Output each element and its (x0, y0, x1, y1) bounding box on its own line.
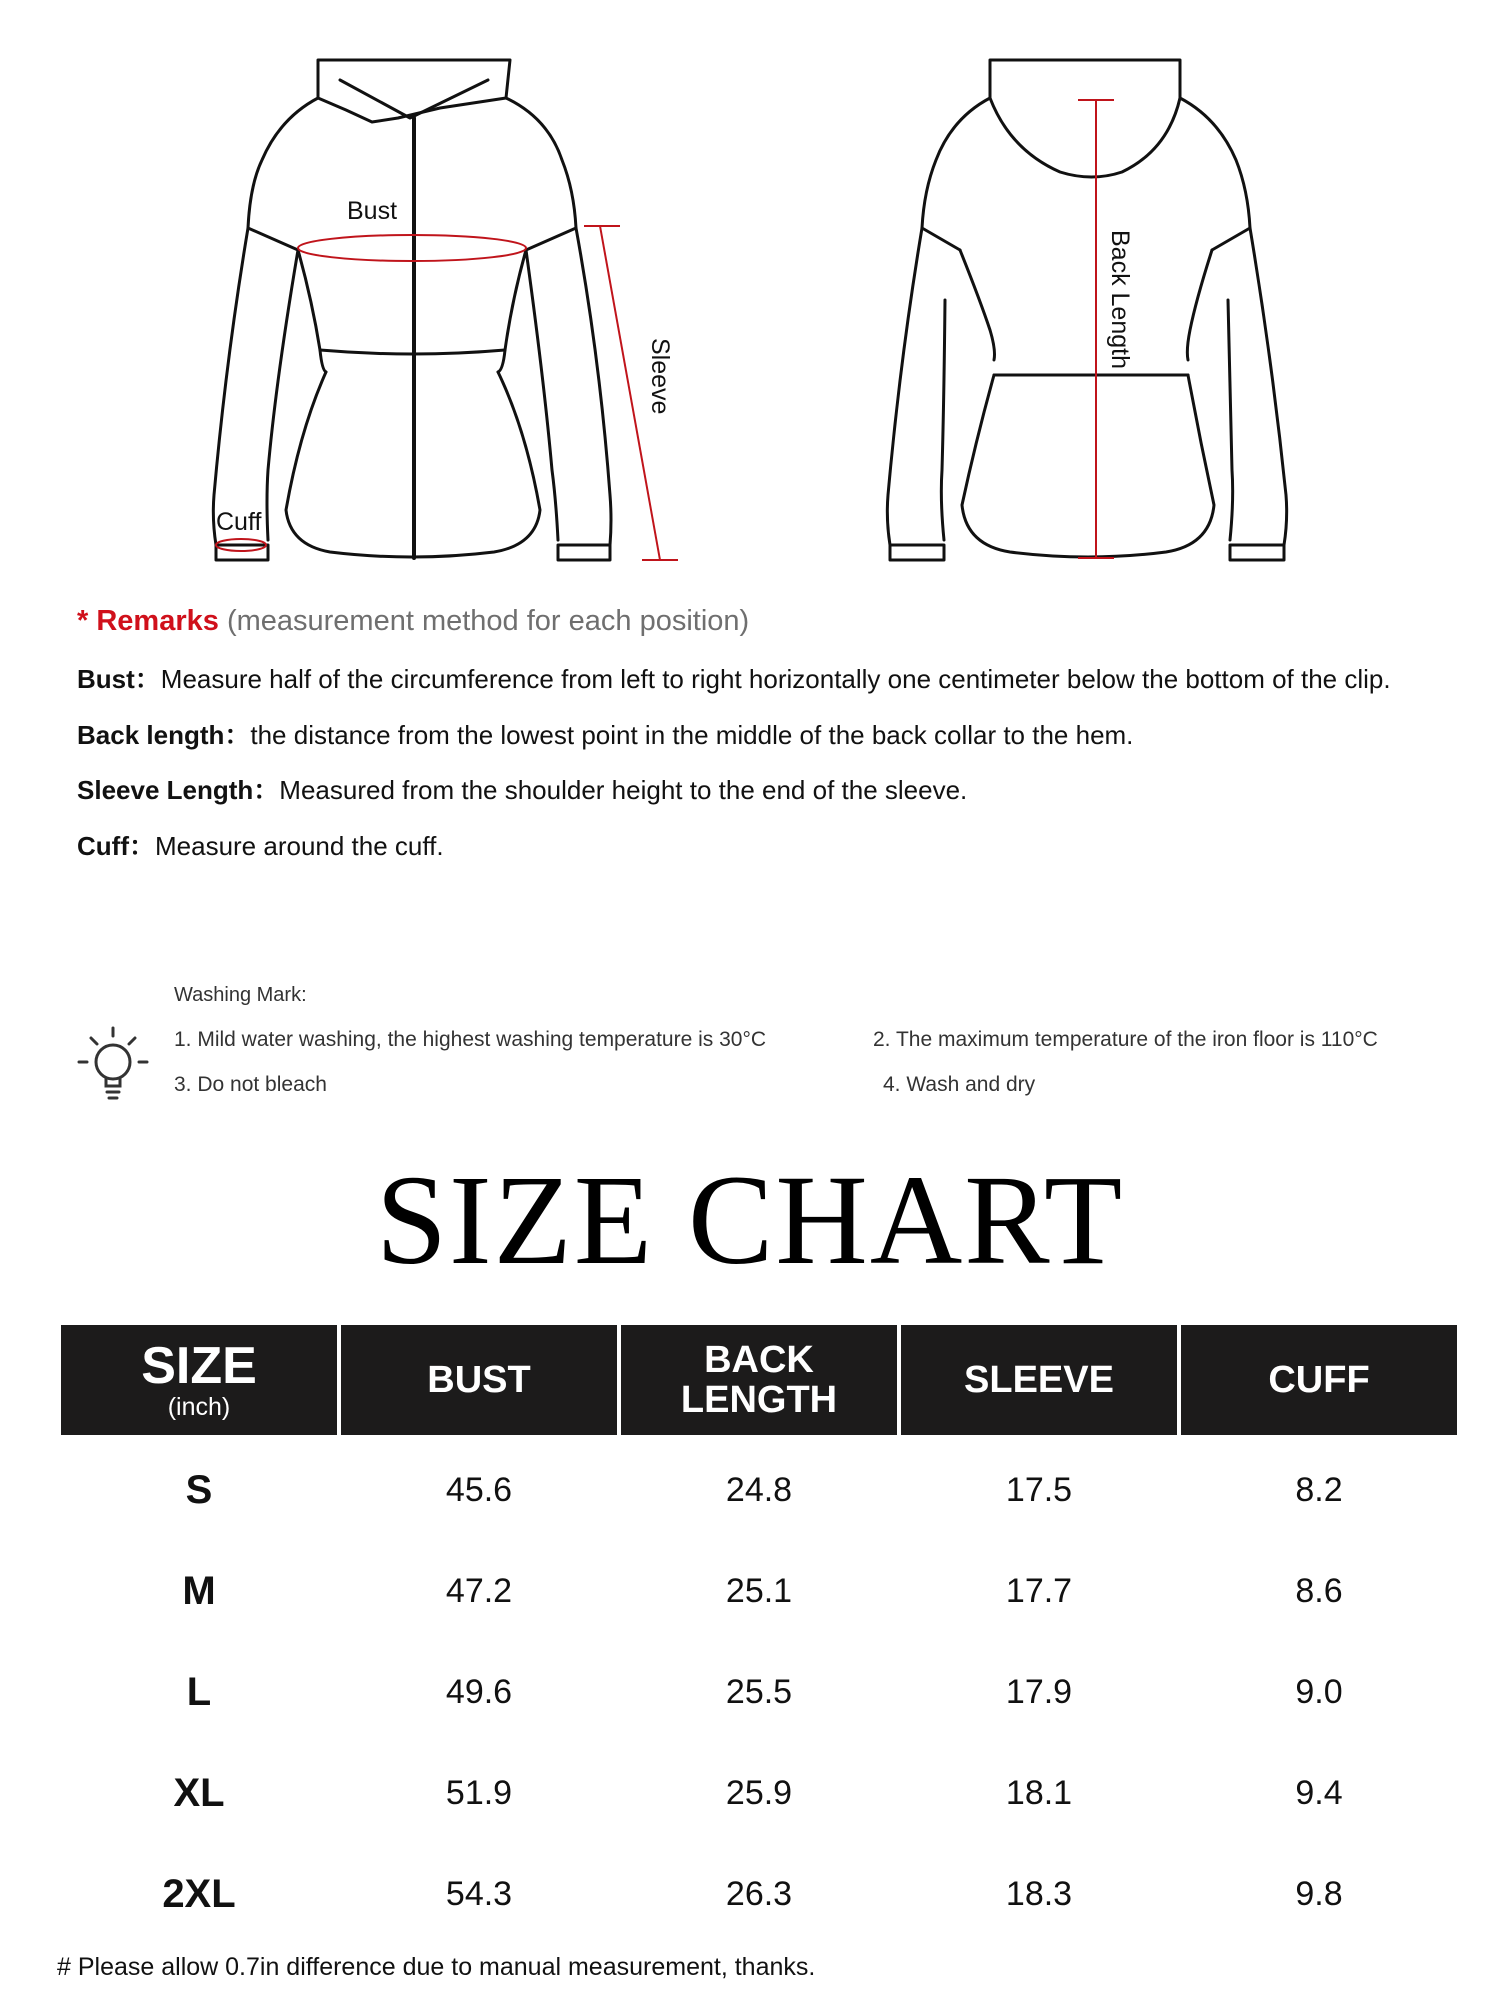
washing-mark-section (77, 980, 1437, 1100)
cell-cuff: 8.2 (1295, 1471, 1343, 1509)
table-row (61, 1440, 1461, 1541)
remark-term: Bust： (77, 664, 161, 694)
remark-text: the distance from the lowest point in the middle of the back collar to the hem. (250, 719, 1134, 750)
cell-back-length: 25.9 (725, 1774, 793, 1812)
table-body (61, 1440, 1461, 1945)
cell-size: S (185, 1468, 213, 1512)
cell-back-length: 25.5 (725, 1673, 793, 1711)
size-chart-title: SIZE CHART (375, 1149, 1125, 1291)
cell-bust: 47.2 (445, 1572, 513, 1610)
back-length-label: Back Length (1106, 230, 1134, 369)
table-row (61, 1642, 1461, 1743)
cell-back-length: 24.8 (725, 1471, 793, 1509)
table-row (61, 1743, 1461, 1844)
washing-item: 4. Wash and dry (883, 1073, 1036, 1096)
remark-bust (77, 652, 1437, 708)
header-sleeve (901, 1325, 1177, 1435)
washing-item: 2. The maximum temperature of the iron floor is 110°C (873, 1028, 1378, 1051)
cell-sleeve: 18.1 (1005, 1774, 1073, 1812)
header-label: LENGTH (680, 1379, 838, 1421)
header-label: BACK (704, 1339, 814, 1381)
cell-bust: 51.9 (445, 1774, 513, 1812)
remark-term: Cuff： (77, 830, 155, 861)
remark-text: Measured from the shoulder height to the end of the sleeve. (279, 775, 968, 805)
cell-sleeve: 18.3 (1005, 1875, 1073, 1913)
cell-size: L (186, 1670, 212, 1714)
remarks-heading (77, 600, 1437, 642)
header-label: SIZE (141, 1337, 257, 1395)
remarks-title: * Remarks (77, 605, 219, 637)
remarks-subtitle: (measurement method for each position) (226, 605, 750, 637)
table-row (61, 1541, 1461, 1642)
cell-cuff: 9.8 (1295, 1875, 1343, 1913)
washing-item: 1. Mild water washing, the highest washing temperature is 30°C (174, 1028, 767, 1051)
cell-size: 2XL (162, 1872, 236, 1916)
cell-size: M (182, 1569, 216, 1613)
header-bust (341, 1325, 617, 1435)
cell-bust: 49.6 (445, 1673, 513, 1711)
cell-bust: 54.3 (445, 1875, 513, 1913)
remark-term: Back length： (77, 719, 251, 750)
header-label: CUFF (1268, 1359, 1370, 1401)
remark-text: Measure half of the circumference from left to right horizontally one centimeter below the bottom of the clip. (160, 664, 1391, 694)
measurement-note: # Please allow 0.7in difference due to manual measurement, thanks. (57, 1953, 816, 1981)
cell-cuff: 9.4 (1295, 1774, 1343, 1812)
header-cuff (1181, 1325, 1457, 1435)
remark-back-length (77, 708, 1437, 764)
remark-sleeve-length (77, 763, 1437, 819)
sleeve-label: Sleeve (646, 338, 674, 415)
cell-sleeve: 17.9 (1005, 1673, 1073, 1711)
washing-title: Washing Mark: (174, 984, 307, 1006)
cell-back-length: 25.1 (725, 1572, 793, 1610)
cell-bust: 45.6 (445, 1471, 513, 1509)
bust-label: Bust (347, 197, 398, 225)
lightbulb-icon (77, 1020, 149, 1110)
front-hoodie-drawing (213, 60, 611, 560)
cell-cuff: 8.6 (1295, 1572, 1343, 1610)
header-label: SLEEVE (964, 1359, 1114, 1401)
table-row (61, 1844, 1461, 1945)
cell-sleeve: 17.5 (1005, 1471, 1073, 1509)
cell-size: XL (173, 1771, 225, 1815)
remark-cuff (77, 819, 1437, 875)
header-label: BUST (427, 1359, 531, 1401)
size-table (61, 1325, 1461, 1945)
remarks-section (77, 600, 1437, 874)
cell-sleeve: 17.7 (1005, 1572, 1073, 1610)
cell-back-length: 26.3 (725, 1875, 793, 1913)
header-size (61, 1325, 337, 1435)
remark-text: Measure around the cuff. (154, 830, 444, 861)
header-sublabel: (inch) (167, 1393, 231, 1421)
header-back-length (621, 1325, 897, 1435)
cuff-label: Cuff (216, 508, 262, 536)
back-hoodie-drawing (887, 60, 1286, 560)
cell-cuff: 9.0 (1295, 1673, 1343, 1711)
washing-item: 3. Do not bleach (174, 1073, 327, 1096)
table-header (61, 1325, 1461, 1435)
remark-term: Sleeve Length： (77, 775, 280, 805)
garment-diagram (0, 0, 1500, 580)
